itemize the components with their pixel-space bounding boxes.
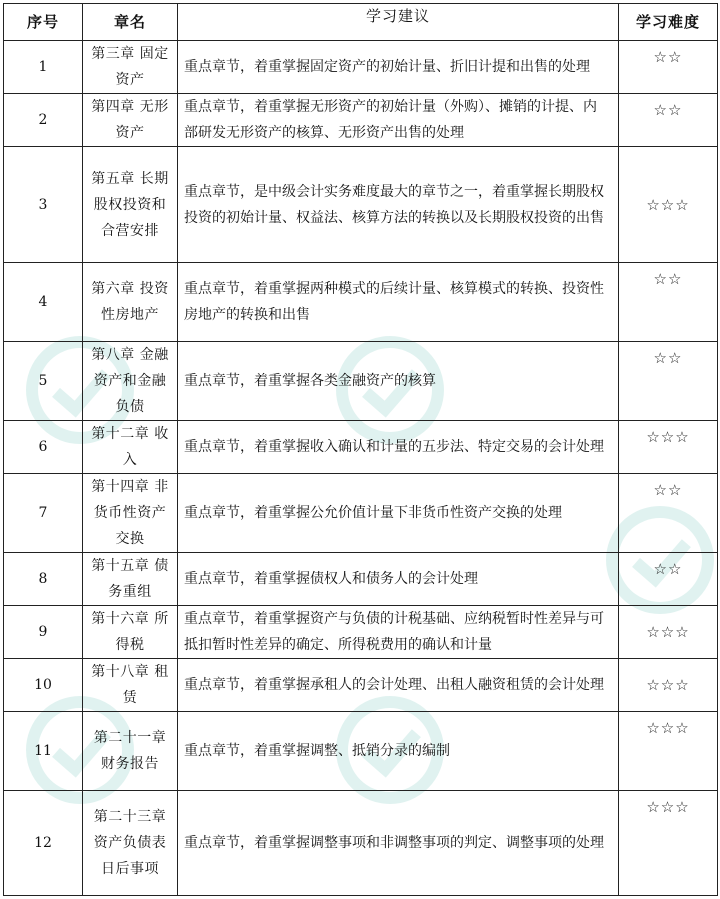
row-chapter: 第三章 固定资产 [83, 41, 178, 94]
table-row [4, 606, 718, 659]
table-row [4, 659, 718, 712]
row-difficulty: ☆☆ [619, 41, 718, 94]
row-chapter: 第十八章 租赁 [83, 659, 178, 712]
row-advice: 重点章节，着重掌握公允价值计量下非货币性资产交换的处理 [178, 474, 619, 553]
row-difficulty: ☆☆☆ [619, 659, 718, 712]
table-row [4, 342, 718, 421]
row-index: 10 [4, 659, 83, 712]
row-chapter: 第十二章 收入 [83, 421, 178, 474]
header-difficulty: 学习难度 [619, 4, 718, 41]
table-row [4, 712, 718, 791]
header-chapter: 章名 [83, 4, 178, 41]
row-difficulty: ☆☆☆ [619, 712, 718, 791]
header-index: 序号 [4, 4, 83, 41]
row-index: 4 [4, 263, 83, 342]
row-difficulty: ☆☆ [619, 553, 718, 606]
header-row [4, 4, 718, 41]
row-chapter: 第十五章 债务重组 [83, 553, 178, 606]
row-index: 1 [4, 41, 83, 94]
row-index: 6 [4, 421, 83, 474]
table-row [4, 147, 718, 263]
row-chapter: 第十四章 非货币性资产交换 [83, 474, 178, 553]
row-index: 3 [4, 147, 83, 263]
row-difficulty: ☆☆ [619, 263, 718, 342]
row-index: 8 [4, 553, 83, 606]
row-index: 11 [4, 712, 83, 791]
row-index: 12 [4, 791, 83, 896]
row-advice: 重点章节，着重掌握承租人的会计处理、出租人融资租赁的会计处理 [178, 659, 619, 712]
table-row [4, 421, 718, 474]
table-row [4, 474, 718, 553]
row-chapter: 第五章 长期股权投资和合营安排 [83, 147, 178, 263]
row-advice: 重点章节，着重掌握固定资产的初始计量、折旧计提和出售的处理 [178, 41, 619, 94]
row-difficulty: ☆☆ [619, 342, 718, 421]
row-advice: 重点章节，是中级会计实务难度最大的章节之一，着重掌握长期股权投资的初始计量、权益法、核算方法的转换以及长期股权投资的出售 [178, 147, 619, 263]
row-index: 2 [4, 94, 83, 147]
row-advice: 重点章节，着重掌握债权人和债务人的会计处理 [178, 553, 619, 606]
row-difficulty: ☆☆ [619, 94, 718, 147]
row-advice: 重点章节，着重掌握两种模式的后续计量、核算模式的转换、投资性房地产的转换和出售 [178, 263, 619, 342]
row-chapter: 第二十三章 资产负债表日后事项 [83, 791, 178, 896]
row-chapter: 第四章 无形资产 [83, 94, 178, 147]
row-index: 9 [4, 606, 83, 659]
row-difficulty: ☆☆☆ [619, 147, 718, 263]
row-advice: 重点章节，着重掌握调整、抵销分录的编制 [178, 712, 619, 791]
row-index: 7 [4, 474, 83, 553]
table-row [4, 94, 718, 147]
row-advice: 重点章节，着重掌握各类金融资产的核算 [178, 342, 619, 421]
row-chapter: 第六章 投资性房地产 [83, 263, 178, 342]
row-chapter: 第十六章 所得税 [83, 606, 178, 659]
study-plan-table [3, 3, 718, 896]
row-advice: 重点章节，着重掌握调整事项和非调整事项的判定、调整事项的处理 [178, 791, 619, 896]
table-row [4, 263, 718, 342]
row-difficulty: ☆☆☆ [619, 421, 718, 474]
row-index: 5 [4, 342, 83, 421]
row-difficulty: ☆☆ [619, 474, 718, 553]
table-row [4, 41, 718, 94]
row-chapter: 第二十一章 财务报告 [83, 712, 178, 791]
row-advice: 重点章节，着重掌握无形资产的初始计量（外购）、摊销的计提、内部研发无形资产的核算、无形资产出售的处理 [178, 94, 619, 147]
row-chapter: 第八章 金融资产和金融负债 [83, 342, 178, 421]
header-advice: 学习建议 [178, 4, 619, 41]
table-row [4, 553, 718, 606]
row-advice: 重点章节，着重掌握收入确认和计量的五步法、特定交易的会计处理 [178, 421, 619, 474]
row-difficulty: ☆☆☆ [619, 606, 718, 659]
row-advice: 重点章节，着重掌握资产与负债的计税基础、应纳税暂时性差异与可抵扣暂时性差异的确定、所得税费用的确认和计量 [178, 606, 619, 659]
row-difficulty: ☆☆☆ [619, 791, 718, 896]
table-row [4, 791, 718, 896]
